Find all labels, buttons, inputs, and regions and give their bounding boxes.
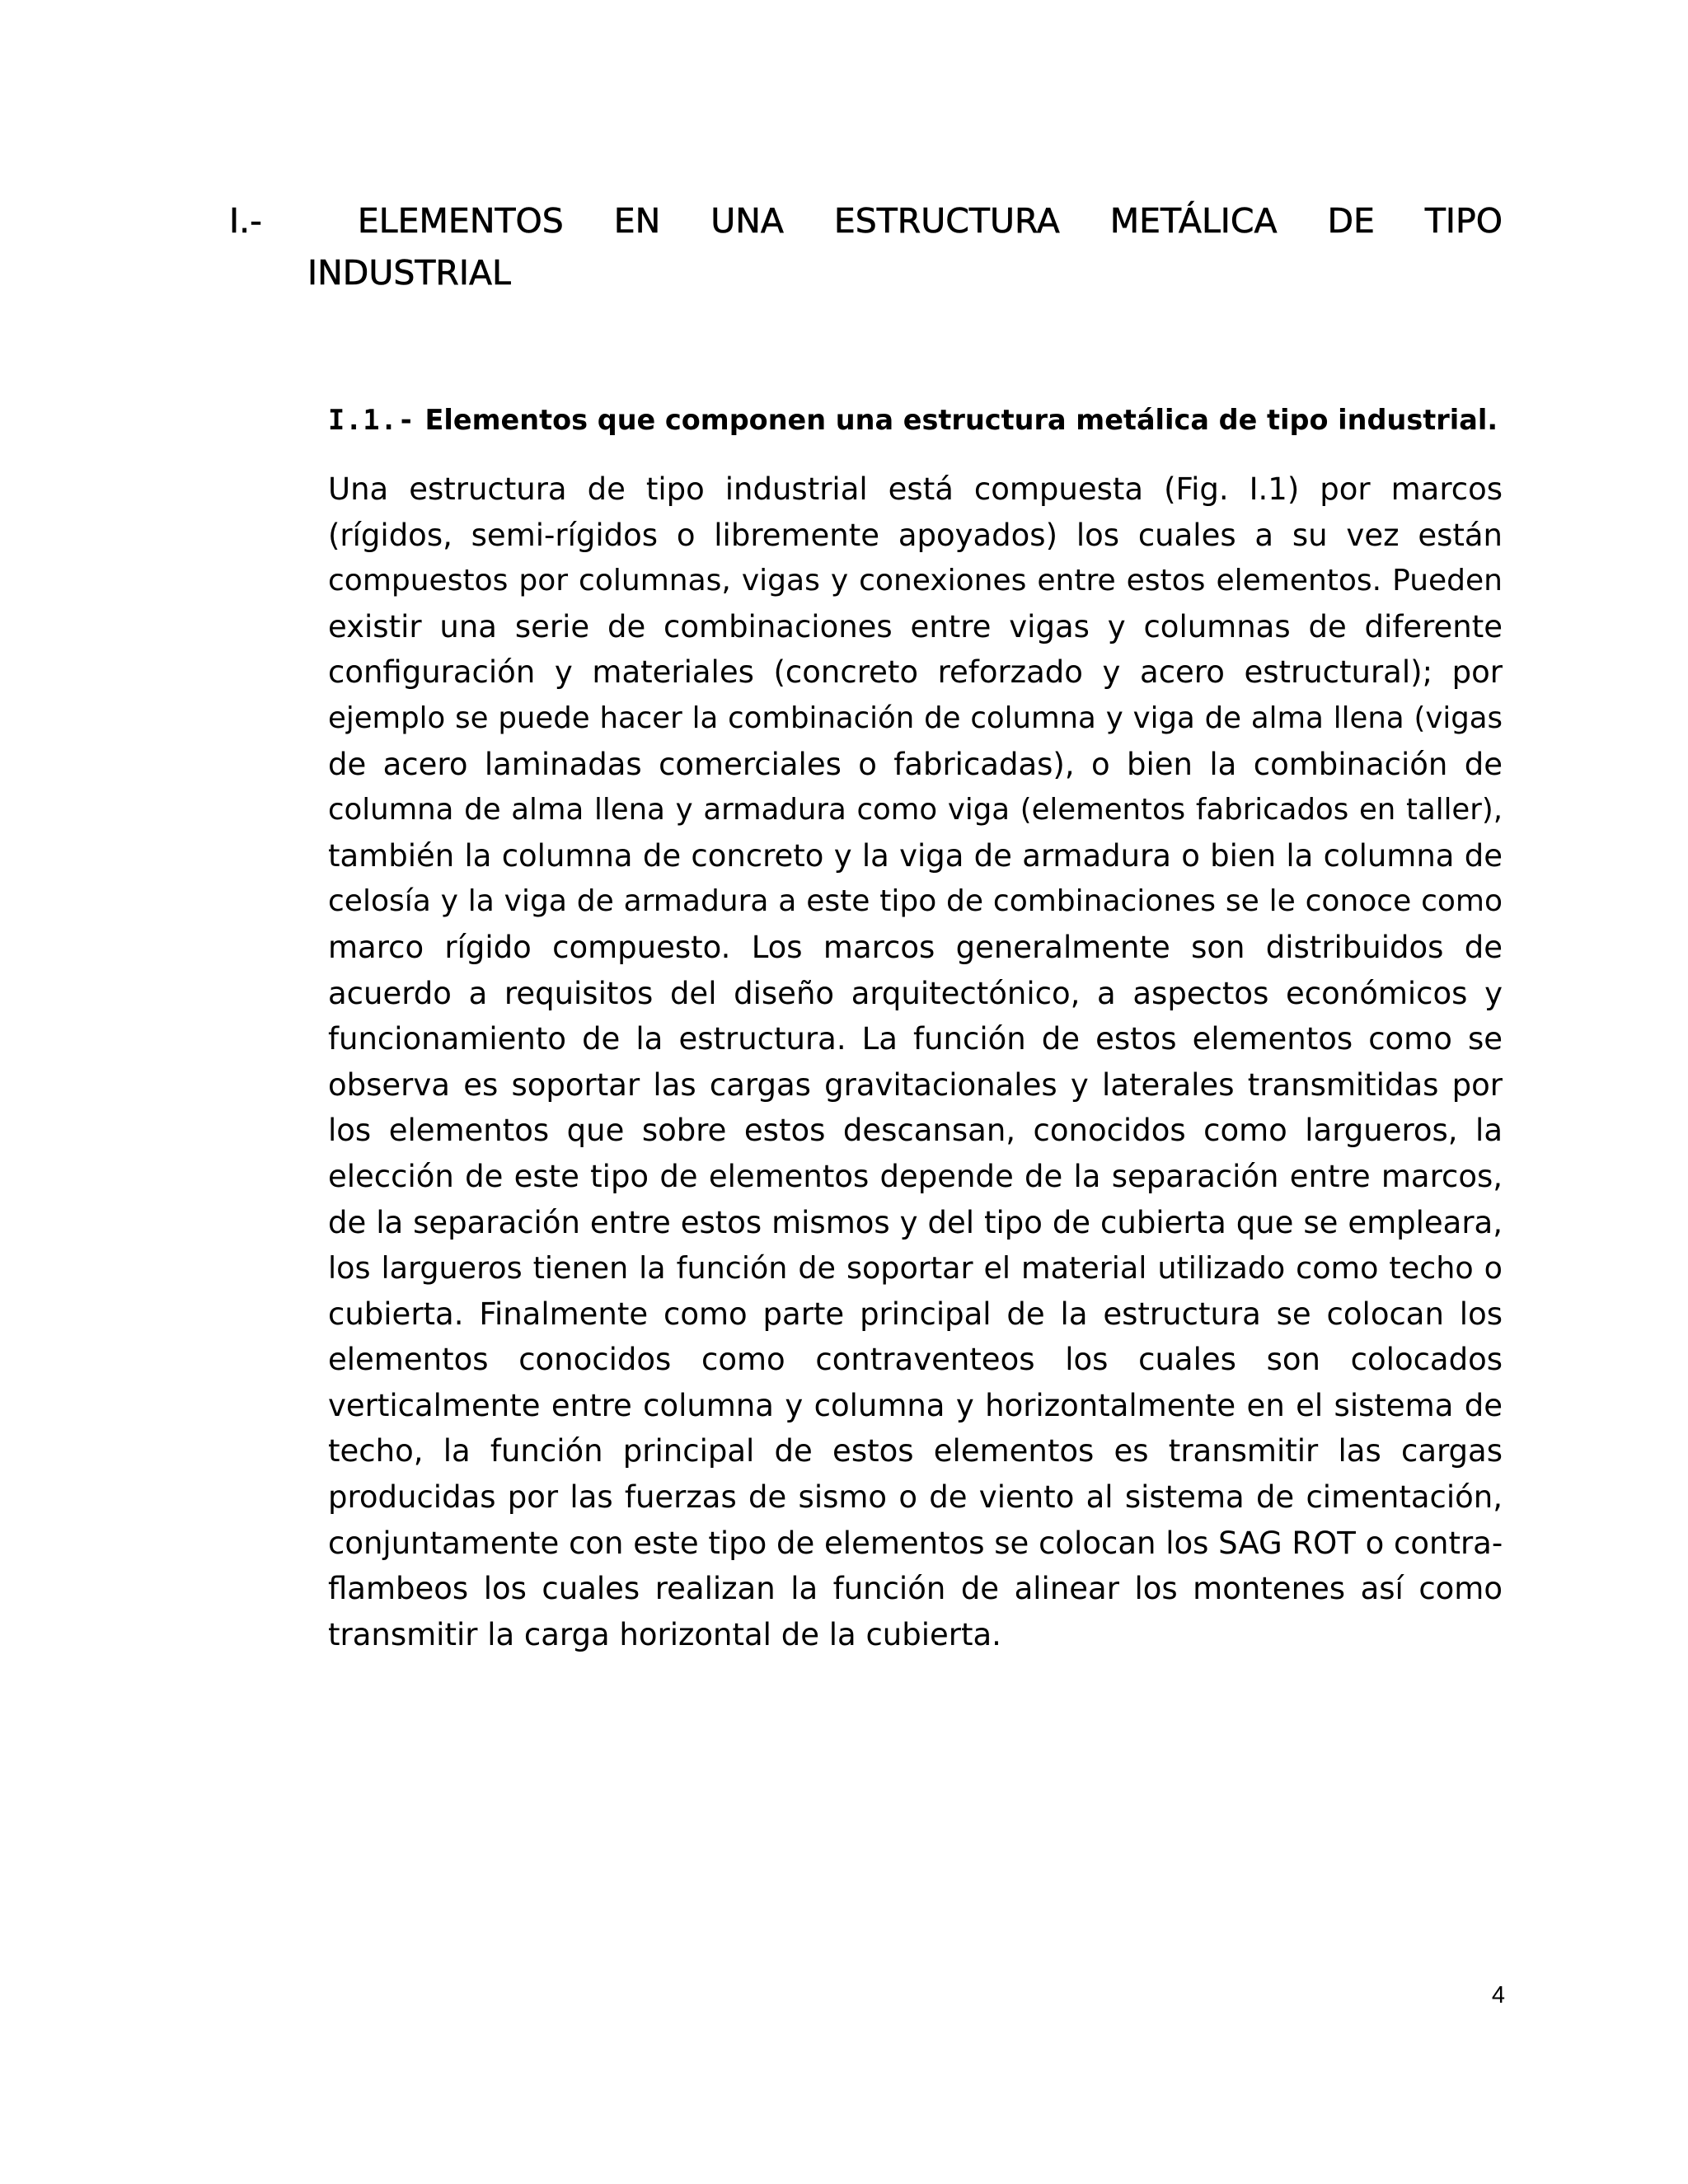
paragraph-line: existir una serie de combinaciones entre vigas y columnas de diferente xyxy=(328,608,1503,644)
paragraph-line: conjuntamente con este tipo de elementos se colocan los SAG ROT o contra- xyxy=(328,1525,1503,1561)
paragraph-line: transmitir la carga horizontal de la cubierta. xyxy=(328,1616,1001,1652)
section-title-text: Elementos que componen una estructura metálica de tipo industrial. xyxy=(424,404,1498,436)
paragraph-line: acuerdo a requisitos del diseño arquitectónico, a aspectos económicos y xyxy=(328,975,1503,1011)
chapter-title-word: UNA xyxy=(710,201,784,241)
paragraph-line: columna de alma llena y armadura como viga (elementos fabricados en taller), xyxy=(328,793,1503,827)
paragraph-line: techo, la función principal de estos elementos es transmitir las cargas xyxy=(328,1433,1503,1469)
paragraph-line: configuración y materiales (concreto reforzado y acero estructural); por xyxy=(328,654,1503,691)
paragraph-line: los elementos que sobre estos descansan, conocidos como largueros, la xyxy=(328,1113,1503,1149)
paragraph-line: elementos conocidos como contraventeos los cuales son colocados xyxy=(328,1342,1503,1378)
paragraph-line: elección de este tipo de elementos depende de la separación entre marcos, xyxy=(328,1158,1503,1194)
chapter-number: I.- xyxy=(229,201,262,241)
paragraph-line: de la separación entre estos mismos y del tipo de cubierta que se empleara, xyxy=(328,1204,1503,1240)
chapter-title-word: ELEMENTOS xyxy=(357,201,564,241)
chapter-title-word: DE xyxy=(1327,201,1375,241)
page-number: 4 xyxy=(1491,1982,1505,2008)
paragraph-line: observa es soportar las cargas gravitacionales y laterales transmitidas por xyxy=(328,1066,1503,1103)
paragraph-line: verticalmente entre columna y columna y horizontalmente en el sistema de xyxy=(328,1387,1503,1423)
paragraph-line: también la columna de concreto y la viga de armadura o bien la columna de xyxy=(328,837,1503,874)
paragraph-line: los largueros tienen la función de soportar el material utilizado como techo o xyxy=(328,1250,1503,1286)
paragraph-line: funcionamiento de la estructura. La función de estos elementos como se xyxy=(328,1021,1503,1057)
chapter-title-line-2: INDUSTRIAL xyxy=(307,253,511,293)
body-paragraph xyxy=(328,466,1503,1657)
paragraph-line: producidas por las fuerzas de sismo o de viento al sistema de cimentación, xyxy=(328,1479,1503,1516)
section-heading xyxy=(328,397,1503,443)
paragraph-line: cubierta. Finalmente como parte principal de la estructura se colocan los xyxy=(328,1296,1503,1332)
chapter-title-word: TIPO xyxy=(1424,201,1503,241)
paragraph-line: (rígidos, semi-rígidos o libremente apoyados) los cuales a su vez están xyxy=(328,517,1503,553)
paragraph-line: de acero laminadas comerciales o fabricadas), o bien la combinación de xyxy=(328,746,1503,782)
chapter-title-word: EN xyxy=(613,201,661,241)
paragraph-line: Una estructura de tipo industrial está compuesta (Fig. I.1) por marcos xyxy=(328,471,1503,507)
chapter-title xyxy=(229,195,1503,299)
paragraph-line: marco rígido compuesto. Los marcos generalmente son distribuidos de xyxy=(328,929,1503,965)
paragraph-line: celosía y la viga de armadura a este tipo de combinaciones se le conoce como xyxy=(328,884,1503,919)
paragraph-line: flambeos los cuales realizan la función de alinear los montenes así como xyxy=(328,1571,1503,1607)
chapter-title-word: METÁLICA xyxy=(1109,201,1278,241)
chapter-title-line-1 xyxy=(229,195,1503,247)
chapter-title-word: ESTRUCTURA xyxy=(833,201,1060,241)
section-number: I.1.- xyxy=(328,404,415,436)
paragraph-line: ejemplo se puede hacer la combinación de columna y viga de alma llena (vigas xyxy=(328,701,1503,735)
paragraph-line: compuestos por columnas, vigas y conexiones entre estos elementos. Pueden xyxy=(328,564,1503,598)
